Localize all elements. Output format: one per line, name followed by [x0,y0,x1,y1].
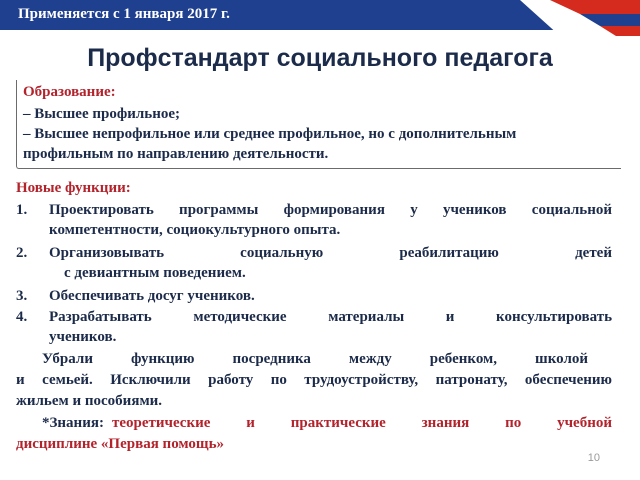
education-block [16,80,621,169]
function-number: 3. [16,288,28,304]
removed-line: жильем и пособиями. [16,393,163,409]
function-item [16,307,612,347]
function-text: Разрабатывать методические материалы и консультировать [49,309,612,325]
removed-line: Убрали функцию посредника между ребенком, школой [42,351,588,367]
education-line: – Высшее профильное; [23,106,181,122]
date-label: Применяется с 1 января 2017 г. [18,6,230,22]
function-number: 2. [16,245,28,261]
function-item [16,286,612,306]
functions-heading: Новые функции: [16,180,131,196]
function-number: 4. [16,309,28,325]
knowledge-paragraph [16,413,612,455]
page-title: Профстандарт социального педагога [87,44,553,72]
function-text-cont: учеников. [49,329,117,345]
removed-line: и семьей. Исключили работу по трудоустройству, патронату, обеспечению [16,372,612,388]
education-line: – Высшее непрофильное или среднее профильное, но с дополнительным [23,126,517,142]
function-item [16,200,612,240]
knowledge-text-cont: дисциплине «Первая помощь» [16,436,225,452]
function-number: 1. [16,202,28,218]
removed-functions-paragraph [16,349,612,412]
function-text: Проектировать программы формирования у учеников социальной [49,202,612,218]
function-text: Обеспечивать досуг учеников. [49,288,255,304]
function-text-cont: компетентности, социокультурного опыта. [49,222,341,238]
education-line: профильным по направлению деятельности. [23,146,329,162]
function-text: Организовывать социальную реабилитацию детей [49,245,612,261]
knowledge-prefix: *Знания: [42,415,104,431]
function-text-cont: с девиантным поведением. [64,265,246,281]
function-item [16,243,612,283]
knowledge-line [16,413,612,434]
knowledge-text: теоретические и практические знания по учебной [111,415,612,431]
flag-ribbon-icon [520,0,640,36]
page-number: 10 [587,452,600,464]
education-heading: Образование: [23,84,116,100]
